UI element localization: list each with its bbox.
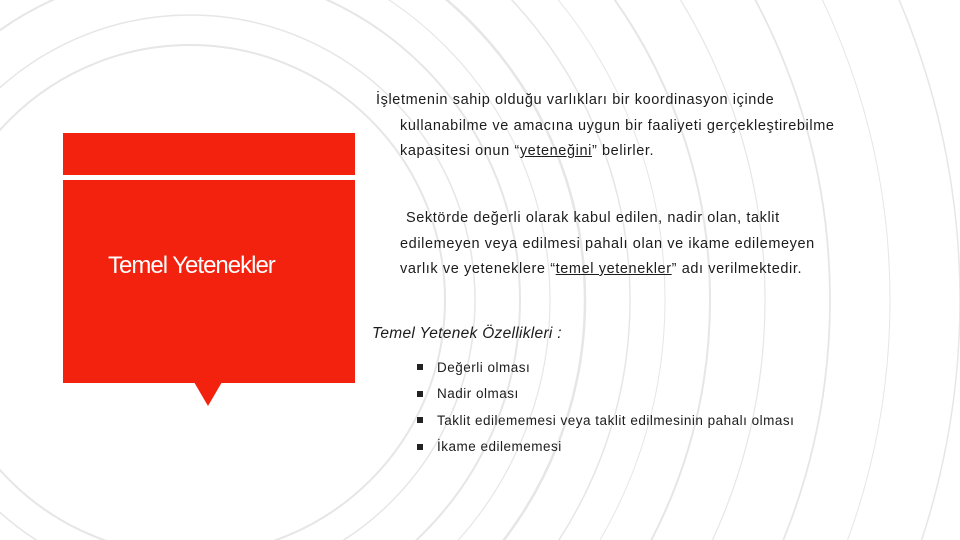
underlined-term: yeteneğini bbox=[519, 143, 592, 159]
properties-list bbox=[414, 354, 794, 460]
properties-heading: Temel Yetenek Özellikleri : bbox=[372, 325, 562, 342]
paragraph-line: kullanabilme ve amacına uygun bir faaliyeti gerçekleştirebilme bbox=[400, 117, 835, 134]
bullet-square-icon bbox=[417, 444, 423, 450]
text-segment: ” adı verilmektedir. bbox=[671, 261, 803, 277]
paragraph-core-competence-definition bbox=[400, 206, 908, 283]
list-item bbox=[414, 434, 794, 461]
list-item-label: İkame edilememesi bbox=[437, 439, 562, 455]
list-item bbox=[414, 354, 794, 381]
list-item-label: Değerli olması bbox=[437, 359, 531, 375]
accent-bar bbox=[63, 133, 355, 175]
title-panel-pointer bbox=[194, 382, 222, 406]
list-item bbox=[414, 407, 794, 434]
paragraph-line bbox=[376, 139, 908, 165]
list-item bbox=[414, 381, 794, 408]
text-segment: ” belirler. bbox=[591, 143, 655, 159]
list-item-label: Taklit edilememesi veya taklit edilmesinin pahalı olması bbox=[437, 412, 795, 428]
paragraph-line: İşletmenin sahip olduğu varlıkları bir koordinasyon içinde bbox=[376, 92, 775, 108]
paragraph-capability-definition bbox=[376, 88, 908, 165]
bullet-square-icon bbox=[417, 417, 423, 423]
bullet-square-icon bbox=[417, 391, 423, 397]
list-item-label: Nadir olması bbox=[437, 386, 519, 402]
paragraph-line: Sektörde değerli olarak kabul edilen, nadir olan, taklit bbox=[406, 210, 780, 226]
text-segment: varlık ve yeteneklere “ bbox=[400, 261, 556, 277]
underlined-term: temel yetenekler bbox=[555, 261, 672, 277]
text-segment: kapasitesi onun “ bbox=[400, 143, 520, 159]
paragraph-line bbox=[400, 257, 908, 283]
section-title: Temel Yetenekler bbox=[108, 252, 275, 279]
bullet-square-icon bbox=[417, 364, 423, 370]
title-panel bbox=[63, 180, 355, 383]
paragraph-line: edilemeyen veya edilmesi pahalı olan ve ikame edilemeyen bbox=[400, 235, 815, 252]
